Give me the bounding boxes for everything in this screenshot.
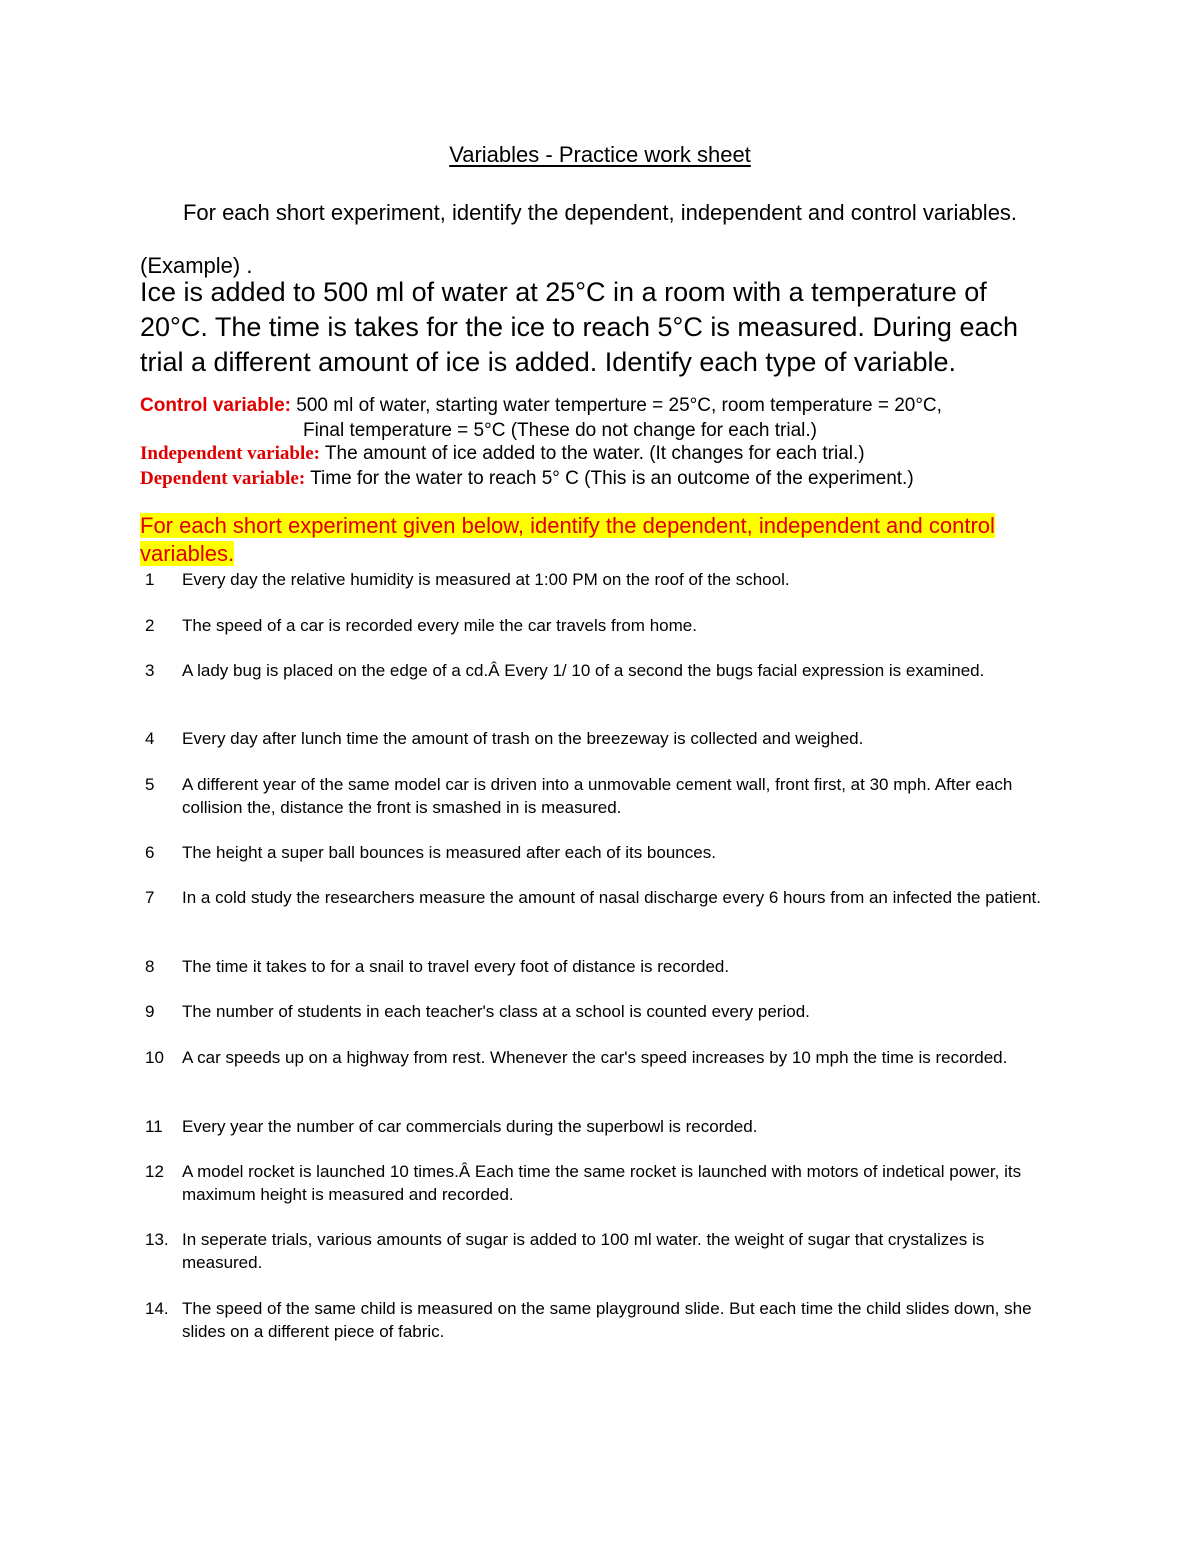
item-number: 9 xyxy=(145,1002,155,1021)
item-text: Every day after lunch time the amount of trash on the breezeway is collected and weighed. xyxy=(182,729,864,748)
example-label: (Example) . xyxy=(140,253,253,278)
item-number: 8 xyxy=(145,957,155,976)
independent-variable-answer xyxy=(140,441,1060,466)
instruction-heading xyxy=(140,512,1080,568)
item-number: 13. xyxy=(145,1230,169,1249)
example-text: Ice is added to 500 ml of water at 25°C in a room with a temperature of 20°C. The time is takes for the ice to reach 5°C is measured. During each trial a different amount of ice is added. Identify each type of variable. xyxy=(140,277,1019,377)
subtitle: For each short experiment, identify the dependent, independent and control variables. xyxy=(182,200,1018,225)
dependent-variable-answer xyxy=(140,466,1060,491)
item-text: A lady bug is placed on the edge of a cd.Â Every 1/ 10 of a second the bugs facial expression is examined. xyxy=(182,661,985,680)
item-number: 10 xyxy=(145,1048,164,1067)
independent-variable-label: Independent variable: xyxy=(140,443,320,464)
item-number: 14. xyxy=(145,1299,169,1318)
independent-variable-text: The amount of ice added to the water. (It changes for each trial.) xyxy=(320,443,865,464)
item-text: The speed of a car is recorded every mile the car travels from home. xyxy=(182,616,697,635)
item-number: 5 xyxy=(145,775,155,794)
item-text: A model rocket is launched 10 times.Â Each time the same rocket is launched with motors of indetical power, its maximum height is measured and recorded. xyxy=(182,1162,1022,1204)
item-number: 11 xyxy=(145,1117,163,1136)
item-text: Every day the relative humidity is measured at 1:00 PM on the roof of the school. xyxy=(182,570,790,589)
item-number: 1 xyxy=(145,570,155,589)
page-title: Variables - Practice work sheet xyxy=(449,142,751,167)
control-variable-text-continued: Final temperature = 5°C (These do not change for each trial.) xyxy=(302,420,817,441)
control-variable-text: 500 ml of water, starting water temperture = 25°C, room temperature = 20°C, xyxy=(290,395,942,416)
item-text: Every year the number of car commercials during the superbowl is recorded. xyxy=(182,1117,758,1136)
item-number: 12 xyxy=(145,1162,164,1181)
item-number: 2 xyxy=(145,616,155,635)
control-variable-label: Control variable: xyxy=(140,395,291,416)
item-text: In a cold study the researchers measure the amount of nasal discharge every 6 hours from an infected the patient. xyxy=(182,888,1041,907)
item-text: In seperate trials, various amounts of sugar is added to 100 ml water. the weight of sugar that crystalizes is measured. xyxy=(182,1230,985,1272)
item-text: A car speeds up on a highway from rest. Whenever the car's speed increases by 10 mph the time is recorded. xyxy=(182,1048,1008,1067)
control-variable-answer xyxy=(140,393,1060,443)
item-text: A different year of the same model car is driven into a unmovable cement wall, front first, at 30 mph. After each collision the, distance the front is smashed in is measured. xyxy=(182,775,1013,817)
item-number: 6 xyxy=(145,843,155,862)
item-number: 7 xyxy=(145,888,155,907)
item-number: 4 xyxy=(145,729,155,748)
item-text: The number of students in each teacher's class at a school is counted every period. xyxy=(182,1002,810,1021)
item-text: The time it takes to for a snail to travel every foot of distance is recorded. xyxy=(182,957,730,976)
item-text: The speed of the same child is measured on the same playground slide. But each time the child slides down, she slides on a different piece of fabric. xyxy=(182,1299,1032,1341)
item-number: 3 xyxy=(145,661,155,680)
instruction-text: For each short experiment given below, identify the dependent, independent and control variables. xyxy=(140,513,995,566)
dependent-variable-text: Time for the water to reach 5° C (This is an outcome of the experiment.) xyxy=(305,468,914,489)
item-text: The height a super ball bounces is measured after each of its bounces. xyxy=(182,843,716,862)
dependent-variable-label: Dependent variable: xyxy=(140,468,306,489)
